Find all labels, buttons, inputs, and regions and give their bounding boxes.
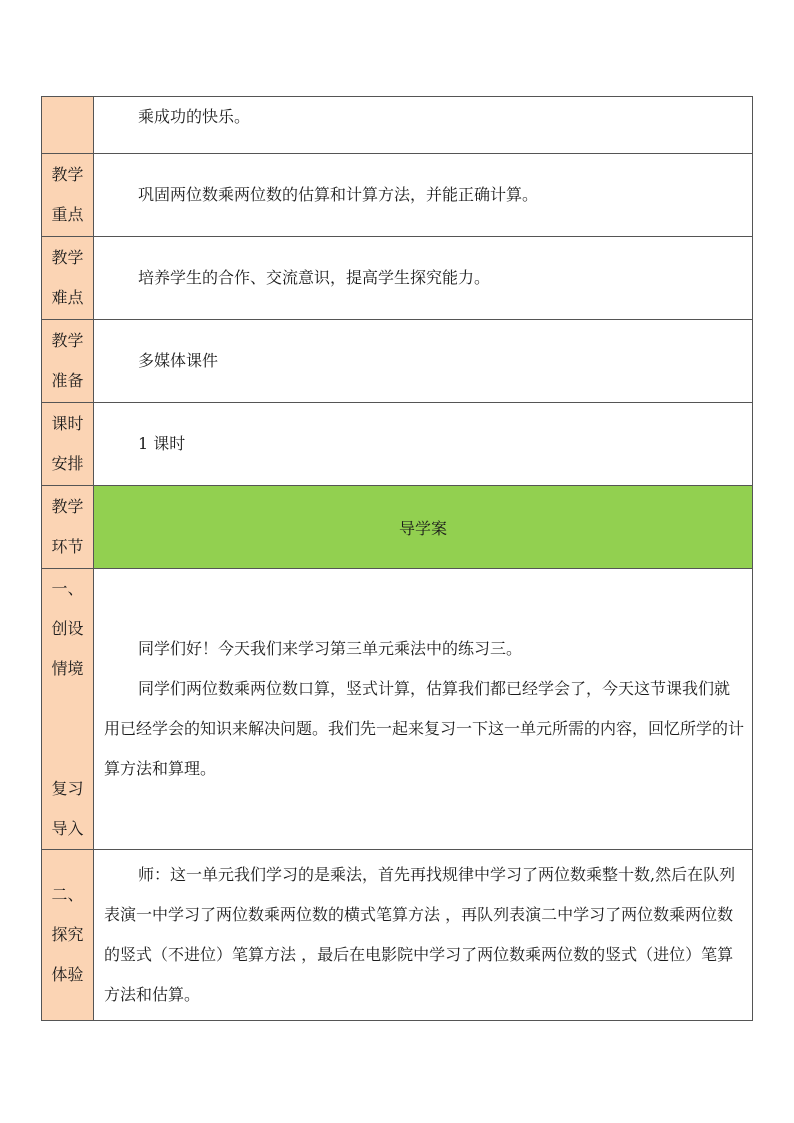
row-label-continuation <box>42 97 94 154</box>
label-line: 情境 <box>51 659 84 678</box>
key-points-text: 巩固两位数乘两位数的估算和计算方法，并能正确计算。 <box>138 185 539 204</box>
label-line: 课时 <box>51 414 84 433</box>
label-line: 创设 <box>51 619 84 638</box>
row-content-schedule <box>94 403 753 486</box>
table-row-continuation <box>42 97 753 154</box>
stage-header-cell <box>94 486 753 569</box>
label-line: 安排 <box>51 454 84 473</box>
table-row-schedule <box>42 403 753 486</box>
table-row-key-points <box>42 154 753 237</box>
row-label-stage <box>42 486 94 569</box>
row-label-schedule <box>42 403 94 486</box>
label-line: 一、 <box>51 579 84 598</box>
row-label-intro <box>42 569 94 850</box>
stage-header-text: 导学案 <box>398 518 447 538</box>
row-label-preparation <box>42 320 94 403</box>
label-line: 二、 <box>51 885 84 904</box>
explore-paragraph-1: 师：这一单元我们学习的是乘法，首先再找规律中学习了两位数乘整十数,然后在队列表演一中学习了两位数乘两位数的横式笔算方法 ，再队列表演二中学习了两位数乘两位数的竖式（不进位）笔算方法 ，最后在电影院中学习了两位数乘两位数的竖式（进位）笔算方法和估算。 <box>104 865 736 1004</box>
difficulties-text: 培养学生的合作、交流意识，提高学生探究能力。 <box>138 268 491 287</box>
row-content-difficulties <box>94 237 753 320</box>
table-row-explore <box>42 850 753 1021</box>
row-content-preparation <box>94 320 753 403</box>
label-line: 环节 <box>51 537 84 556</box>
intro-paragraph-1: 同学们好！今天我们来学习第三单元乘法中的练习三。 <box>138 639 523 658</box>
continuation-text: 乘成功的快乐。 <box>138 107 251 126</box>
table-row-difficulties <box>42 237 753 320</box>
label-gap <box>42 689 93 769</box>
row-label-explore <box>42 850 94 1021</box>
label-line: 体验 <box>51 965 84 984</box>
lesson-plan-table <box>41 96 753 1021</box>
table-row-stage <box>42 486 753 569</box>
label-line: 教学 <box>51 331 84 350</box>
label-line: 重点 <box>51 205 84 224</box>
row-label-difficulties <box>42 237 94 320</box>
row-label-key-points <box>42 154 94 237</box>
table-row-intro <box>42 569 753 850</box>
label-line: 探究 <box>51 925 84 944</box>
table-row-preparation <box>42 320 753 403</box>
preparation-text: 多媒体课件 <box>138 351 219 370</box>
label-line: 导入 <box>51 819 84 838</box>
row-content-intro <box>94 569 753 850</box>
intro-paragraph-2: 同学们两位数乘两位数口算，竖式计算，估算我们都已经学会了，今天这节课我们就用已经学会的知识来解决问题。我们先一起来复习一下这一单元所需的内容，回忆所学的计算方法和算理。 <box>104 679 745 778</box>
schedule-text: 1 课时 <box>138 434 186 453</box>
label-line: 准备 <box>51 371 84 390</box>
label-line: 难点 <box>51 288 84 307</box>
label-line: 复习 <box>51 779 84 798</box>
label-line: 教学 <box>51 248 84 267</box>
row-content-key-points <box>94 154 753 237</box>
label-line: 教学 <box>51 165 84 184</box>
label-line: 教学 <box>51 497 84 516</box>
row-content-continuation <box>94 97 753 154</box>
row-content-explore <box>94 850 753 1021</box>
